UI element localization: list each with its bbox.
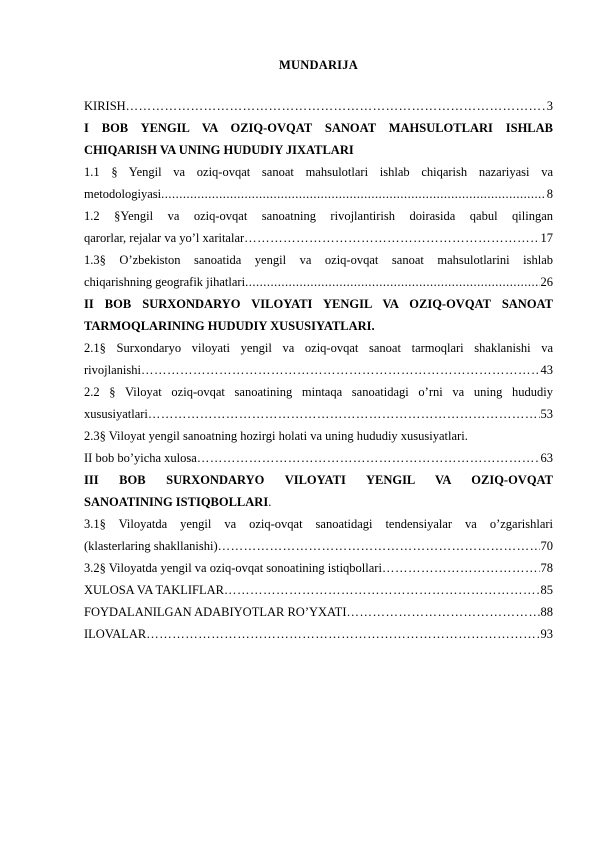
toc-page-number: 8 [546, 187, 553, 201]
toc-section-1-1-line-2 [84, 183, 553, 205]
dot-leader [245, 271, 539, 293]
toc-page-number: 17 [540, 231, 553, 245]
dot-leader [126, 95, 546, 117]
toc-entry-chapter-2-conclusion [84, 447, 553, 469]
page-title: MUNDARIJA [279, 58, 358, 72]
toc-page-number: 78 [540, 561, 553, 575]
toc-entry-text: ILOVALAR [84, 627, 147, 641]
toc-entry-conclusion [84, 579, 553, 601]
toc-section-3-2 [84, 557, 553, 579]
toc-chapter-3-line-1: III BOB SURXONDARYO VILOYATI YENGIL VA OZIQ-OVQAT [84, 473, 553, 487]
toc-chapter-2-line-2: TARMOQLARINING HUDUDIY XUSUSIYATLARI. [84, 319, 375, 333]
toc-chapter-1-line-1: I BOB YENGIL VA OZIQ-OVQAT SANOAT MAHSULOTLARI ISHLAB [84, 121, 553, 135]
toc-section-1-1-line-1: 1.1 § Yengil va oziq-ovqat sanoat mahsulotlari ishlab chiqarish nazariyasi va [84, 165, 553, 179]
toc-entry-text: (klasterlaring shakllanishi) [84, 539, 218, 553]
toc-section-2-1-line-1: 2.1§ Surxondaryo viloyati yengil va oziq-ovqat sanoat tarmoqlari shaklanishi va [84, 341, 553, 355]
toc-section-2-1-line-2 [84, 359, 553, 381]
toc-page-number: 26 [540, 275, 553, 289]
toc-section-3-1-line-1: 3.1§ Viloyatda yengil va oziq-ovqat sanoatidagi tendensiyalar va o’zgarishlari [84, 517, 553, 531]
dot-leader [197, 447, 540, 469]
dot-leader [244, 227, 539, 249]
toc-entry-references [84, 601, 553, 623]
toc-section-1-2-line-2 [84, 227, 553, 249]
toc-entry-text: FOYDALANILGAN ADABIYOTLAR RO’YXATI [84, 605, 347, 619]
dot-leader [148, 403, 540, 425]
toc-page-number: 63 [540, 451, 553, 465]
toc-entry-text: 3.2§ Viloyatda yengil va oziq-ovqat sonoatining istiqbollari [84, 561, 382, 575]
dot-leader [382, 557, 540, 579]
toc-entry-kirish [84, 95, 553, 117]
toc-page-number: 3 [546, 99, 553, 113]
toc-entry-appendices [84, 623, 553, 645]
toc-entry-text: KIRISH [84, 99, 126, 113]
dot-leader [218, 535, 540, 557]
toc-section-2-2-line-2 [84, 403, 553, 425]
toc-entry-text: qarorlar, rejalar va yo’l xaritalar [84, 231, 245, 245]
toc-entry-text: XULOSA VA TAKLIFLAR [84, 583, 224, 597]
toc-chapter-3-period: . [268, 495, 272, 509]
toc-section-2-3: 2.3§ Viloyat yengil sanoatning hozirgi holati va uning hududiy xususiyatlari. [84, 429, 468, 443]
toc-section-2-2-line-1: 2.2 § Viloyat oziq-ovqat sanoatining mintaqa sanoatidagi o’rni va uning hududiy [84, 385, 553, 399]
toc-page-number: 88 [540, 605, 553, 619]
toc-section-3-1-line-2 [84, 535, 553, 557]
toc-entry-text: metodologiyasi [84, 187, 162, 201]
toc-chapter-3-line-2 [84, 491, 553, 513]
toc-entry-text: rivojlanishi [84, 363, 141, 377]
toc-page-number: 70 [540, 539, 553, 553]
toc-section-1-3-line-2 [84, 271, 553, 293]
toc-chapter-3-title: SANOATINING ISTIQBOLLARI [84, 495, 269, 509]
dot-leader [224, 579, 540, 601]
toc-chapter-2-line-1: II BOB SURXONDARYO VILOYATI YENGIL VA OZIQ-OVQAT SANOAT [84, 297, 553, 311]
toc-entry-text: II bob bo’yicha xulosa [84, 451, 197, 465]
dot-leader [146, 623, 539, 645]
toc-page-number: 43 [540, 363, 553, 377]
toc-entry-text: xususiyatlari [84, 407, 148, 421]
dot-leader [141, 359, 540, 381]
dot-leader [346, 601, 539, 623]
dot-leader [161, 183, 546, 205]
toc-section-1-3-line-1: 1.3§ O’zbekiston sanoatida yengil va oziq-ovqat sanoat mahsulotlarini ishlab [84, 253, 553, 267]
toc-chapter-1-line-2: CHIQARISH VA UNING HUDUDIY JIXATLARI [84, 143, 354, 157]
toc-section-1-2-line-1: 1.2 §Yengil va oziq-ovqat sanoatning rivojlantirish doirasida qabul qilingan [84, 209, 553, 223]
toc-page-number: 53 [540, 407, 553, 421]
toc-entry-text: chiqarishning geografik jihatlari [84, 275, 246, 289]
toc-page-number: 93 [540, 627, 553, 641]
toc-page-number: 85 [540, 583, 553, 597]
